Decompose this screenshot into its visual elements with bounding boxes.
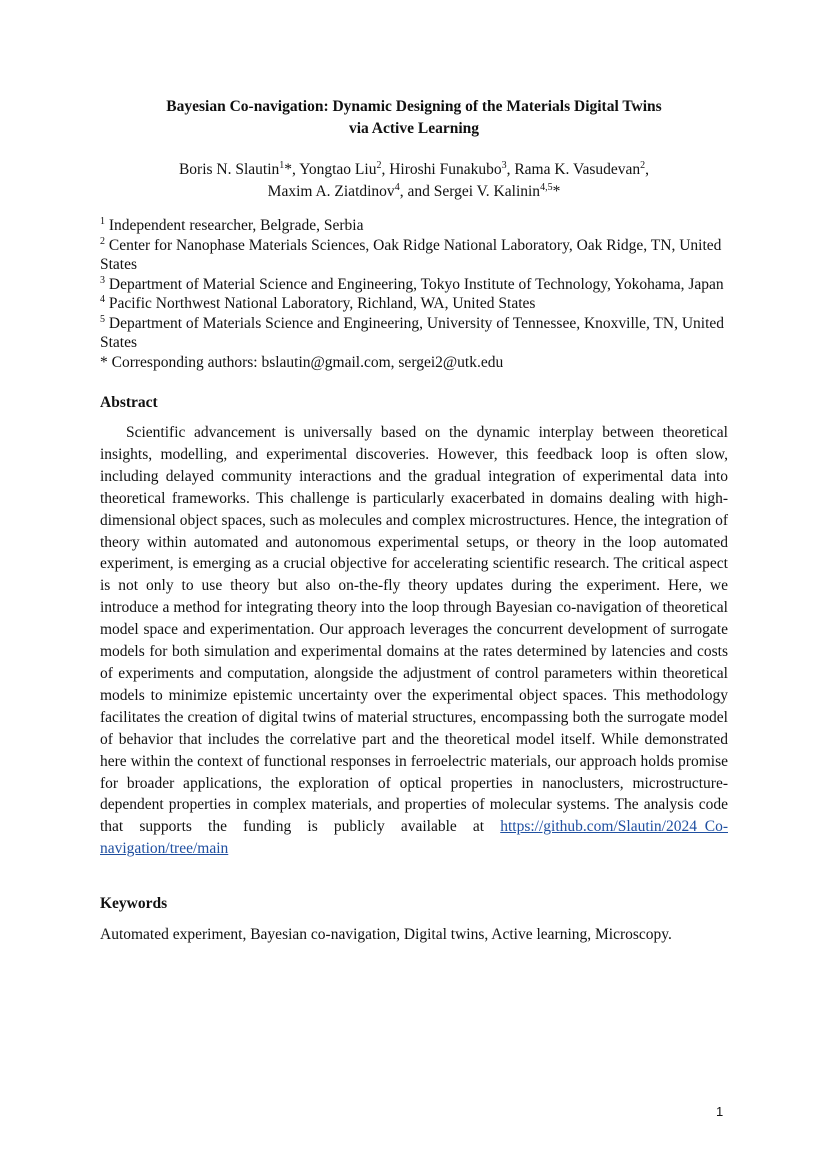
corresponding-authors: * Corresponding authors: bslautin@gmail.com, sergei2@utk.edu (100, 353, 504, 371)
paper-title (100, 96, 728, 140)
abstract-body (100, 422, 728, 860)
affiliations (100, 216, 728, 372)
keywords-text: Automated experiment, Bayesian co-navigation, Digital twins, Active learning, Microscopy. (100, 926, 672, 944)
keywords-heading: Keywords (100, 895, 168, 913)
author-list (100, 159, 728, 203)
author: Yongtao Liu$^2$, (299, 159, 390, 178)
page-number: 1 (716, 1104, 724, 1119)
abstract-heading: Abstract (100, 394, 158, 411)
abstract-text: Scientific advancement is universally based on the dynamic interplay between theoretical insights, modelling, and experimental discoveries. However, this feedback loop is often slow, including delayed community interactions and the gradual integration of experimental data into theoretical frameworks. This challenge is particularly exacerbated in domains dealing with high-dimensional object spaces, such as molecules and complex microstructures. Hence, the integration of theory within automated and autonomous experimental setups, or theory in the loop automated experiment, is emerging as a crucial objective for accelerating scientific research. The critical aspect is not only to use theory but also on-the-fly theory updates during the experiment. Here, we introduce a method for integrating theory into the loop through Bayesian co-navigation of theoretical model space and experimentation. Our approach leverages the concurrent development of surrogate models for both simulation and experimental domains at the rates determined by latencies and costs of experiments and computation, alongside the adjustment of control parameters within theoretical models to minimize epistemic uncertainty over the experimental object spaces. This methodology facilitates the creation of digital twins of material structures, encompassing both the surrogate model of behavior that includes the correlative part and the theoretical model itself. While demonstrated here within the context of functional responses in ferroelectric materials, our approach holds promise for broader applications, the exploration of optical properties in nanoclusters, microstructure-dependent properties in complex materials, and properties of molecular systems. The analysis code that supports the funding is publicly available at (100, 424, 728, 836)
author: Hiroshi Funakubo$^3$, (389, 159, 515, 178)
affiliation: $^1$ Independent researcher, Belgrade, Serbia (100, 215, 364, 234)
author: Sergei V. Kalinin$^{4,5}$* (433, 181, 561, 200)
affiliation: $^3$ Department of Material Science and Engineering, Tokyo Institute of Technology, Yokohama, Japan (100, 274, 724, 293)
author: Boris N. Slautin$^1$*, (178, 159, 300, 178)
affiliation: $^4$ Pacific Northwest National Laboratory, Richland, WA, United States (100, 293, 536, 312)
affiliation: $^5$ Department of Materials Science and Engineering, University of Tennessee, Knoxville, TN, United States (100, 313, 725, 351)
author: Rama K. Vasudevan$^2$, (514, 159, 650, 178)
author: Maxim A. Ziatdinov$^4$, and (267, 181, 434, 200)
title-line-2: via Active Learning (348, 120, 480, 137)
affiliation: $^2$ Center for Nanophase Materials Sciences, Oak Ridge National Laboratory, Oak Ridge, TN, United States (100, 235, 722, 273)
title-line-1: Bayesian Co-navigation: Dynamic Designing of the Materials Digital Twins (166, 98, 662, 115)
code-repository-link[interactable]: https://github.com/Slautin/2024_Co-navigation/tree/main (100, 818, 728, 858)
paper-page (100, 96, 728, 946)
